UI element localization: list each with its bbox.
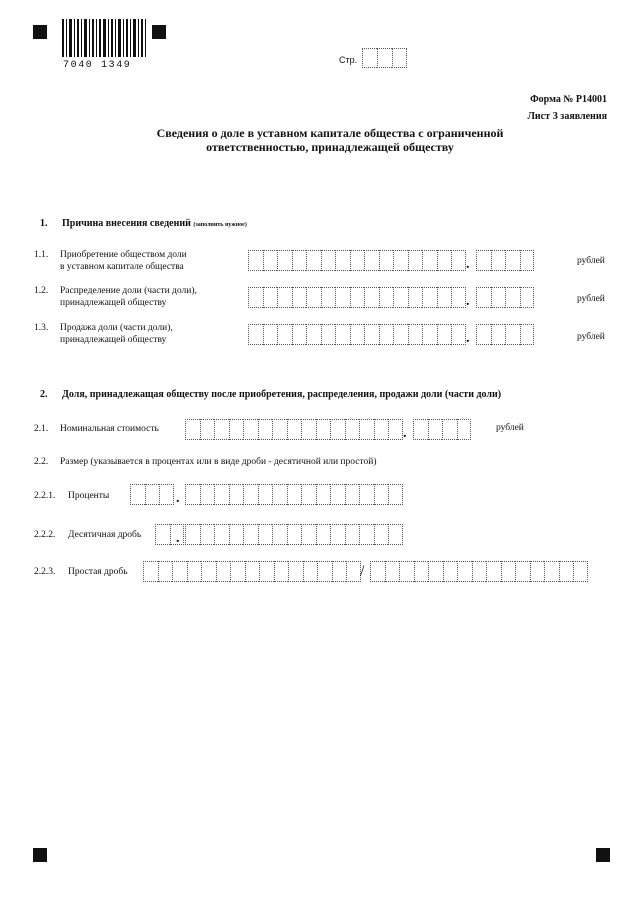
- input-cell[interactable]: [258, 484, 273, 505]
- input-cell[interactable]: [301, 524, 316, 545]
- section-1-number: 1.: [40, 218, 48, 229]
- sheet-label: Лист З заявления: [527, 111, 607, 122]
- input-cell[interactable]: [379, 287, 394, 308]
- input-cell[interactable]: [263, 250, 278, 271]
- input-cell[interactable]: [272, 524, 287, 545]
- input-cell[interactable]: [399, 561, 414, 582]
- input-cell[interactable]: [374, 419, 389, 440]
- barcode-icon: [60, 19, 148, 57]
- input-cell[interactable]: [414, 561, 429, 582]
- input-cell[interactable]: [476, 250, 491, 271]
- row-1-3-rubles-input[interactable]: [248, 324, 466, 345]
- input-cell[interactable]: [335, 250, 350, 271]
- input-cell[interactable]: [258, 524, 273, 545]
- input-cell[interactable]: [248, 324, 263, 345]
- input-cell[interactable]: [259, 561, 274, 582]
- percent-number: 2.2.1.: [34, 491, 56, 501]
- input-cell[interactable]: [408, 250, 423, 271]
- nominal-value-unit: рублей: [496, 423, 524, 433]
- input-cell[interactable]: [214, 484, 229, 505]
- row-1-1-number: 1.1.: [34, 250, 49, 260]
- input-cell[interactable]: [491, 287, 506, 308]
- section-1-title: Причина внесения сведений: [62, 218, 191, 229]
- input-cell[interactable]: [321, 250, 336, 271]
- input-cell[interactable]: [437, 250, 452, 271]
- input-cell[interactable]: [292, 250, 307, 271]
- input-cell[interactable]: [491, 250, 506, 271]
- input-cell[interactable]: [301, 484, 316, 505]
- input-cell[interactable]: [248, 287, 263, 308]
- input-cell[interactable]: [442, 419, 457, 440]
- row-1-3-line-2: принадлежащей обществу: [60, 335, 167, 345]
- input-cell[interactable]: [359, 524, 374, 545]
- input-cell[interactable]: [145, 484, 160, 505]
- page-number-label: Стр.: [339, 55, 358, 65]
- input-cell[interactable]: [428, 561, 443, 582]
- simple-fraction-numerator-input[interactable]: [143, 561, 361, 582]
- input-cell[interactable]: [335, 324, 350, 345]
- input-cell[interactable]: [530, 561, 545, 582]
- input-cell[interactable]: [321, 324, 336, 345]
- input-cell[interactable]: [245, 561, 260, 582]
- input-cell[interactable]: [345, 484, 360, 505]
- input-cell[interactable]: [288, 561, 303, 582]
- input-cell[interactable]: [520, 324, 535, 345]
- corner-marker-bottom-right: [596, 848, 610, 862]
- input-cell[interactable]: [277, 250, 292, 271]
- title-line-2: ответственностью, принадлежащей обществу: [206, 140, 454, 154]
- nominal-value-text: Номинальная стоимость: [60, 424, 159, 434]
- input-cell[interactable]: [287, 524, 302, 545]
- input-cell[interactable]: [230, 561, 245, 582]
- input-cell[interactable]: [388, 524, 403, 545]
- input-cell[interactable]: [472, 561, 487, 582]
- input-cell[interactable]: [185, 484, 200, 505]
- input-cell[interactable]: [345, 419, 360, 440]
- input-cell[interactable]: [422, 287, 437, 308]
- input-cell[interactable]: [229, 524, 244, 545]
- input-cell[interactable]: [374, 524, 389, 545]
- input-cell[interactable]: [292, 324, 307, 345]
- input-cell[interactable]: [201, 561, 216, 582]
- input-cell[interactable]: [301, 419, 316, 440]
- input-cell[interactable]: [505, 324, 520, 345]
- input-cell[interactable]: [559, 561, 574, 582]
- input-cell[interactable]: [385, 561, 400, 582]
- input-cell[interactable]: [350, 287, 365, 308]
- input-cell[interactable]: [316, 524, 331, 545]
- input-cell[interactable]: [155, 524, 170, 545]
- input-cell[interactable]: [143, 561, 158, 582]
- simple-fraction-text: Простая дробь: [68, 567, 128, 577]
- input-cell[interactable]: [457, 419, 472, 440]
- barcode-number: 7040 1349: [63, 60, 132, 71]
- row-1-2-rubles-input[interactable]: [248, 287, 466, 308]
- input-cell[interactable]: [316, 484, 331, 505]
- row-1-2-line-1: Распределение доли (части доли),: [60, 286, 197, 296]
- input-cell[interactable]: [374, 484, 389, 505]
- input-cell[interactable]: [544, 561, 559, 582]
- input-cell[interactable]: [491, 324, 506, 345]
- input-cell[interactable]: [287, 419, 302, 440]
- decimal-point: .: [403, 426, 407, 441]
- input-cell[interactable]: [316, 419, 331, 440]
- input-cell[interactable]: [451, 250, 466, 271]
- share-size-text: Размер (указывается в процентах или в виде дроби - десятичной или простой): [60, 457, 377, 467]
- section-1-note: (заполнить нужное): [193, 222, 247, 228]
- section-2-title: Доля, принадлежащая обществу после приобретения, распределения, продажи доли (части доли): [62, 389, 502, 400]
- row-1-2-kopecks-input[interactable]: [476, 287, 534, 308]
- input-cell[interactable]: [263, 287, 278, 308]
- decimal-point: .: [176, 531, 180, 546]
- input-cell[interactable]: [274, 561, 289, 582]
- input-cell[interactable]: [229, 419, 244, 440]
- decimal-fraction-text: Десятичная дробь: [68, 530, 142, 540]
- input-cell[interactable]: [243, 484, 258, 505]
- input-cell[interactable]: [393, 287, 408, 308]
- row-1-1-line-2: в уставном капитале общества: [60, 262, 184, 272]
- input-cell[interactable]: [370, 561, 385, 582]
- input-cell[interactable]: [476, 324, 491, 345]
- input-cell[interactable]: [379, 324, 394, 345]
- input-cell[interactable]: [515, 561, 530, 582]
- nominal-value-kopecks-input[interactable]: [413, 419, 471, 440]
- input-cell[interactable]: [200, 419, 215, 440]
- input-cell[interactable]: [350, 250, 365, 271]
- input-cell[interactable]: [359, 484, 374, 505]
- input-cell[interactable]: [505, 287, 520, 308]
- input-cell[interactable]: [422, 250, 437, 271]
- input-cell[interactable]: [321, 287, 336, 308]
- share-size-number: 2.2.: [34, 457, 49, 467]
- input-cell[interactable]: [306, 324, 321, 345]
- row-1-3-unit: рублей: [577, 332, 605, 342]
- input-cell[interactable]: [451, 324, 466, 345]
- input-cell[interactable]: [422, 324, 437, 345]
- percent-integer-input[interactable]: [130, 484, 174, 505]
- row-1-1-kopecks-input[interactable]: [476, 250, 534, 271]
- input-cell[interactable]: [345, 524, 360, 545]
- input-cell[interactable]: [200, 484, 215, 505]
- input-cell[interactable]: [248, 250, 263, 271]
- nominal-value-number: 2.1.: [34, 424, 49, 434]
- input-cell[interactable]: [214, 419, 229, 440]
- input-cell[interactable]: [229, 484, 244, 505]
- input-cell[interactable]: [520, 250, 535, 271]
- input-cell[interactable]: [393, 250, 408, 271]
- input-cell[interactable]: [451, 287, 466, 308]
- percent-fraction-input[interactable]: [185, 484, 403, 505]
- decimal-fraction-fraction-input[interactable]: [185, 524, 403, 545]
- row-1-1-line-1: Приобретение обществом доли: [60, 250, 187, 260]
- input-cell[interactable]: [200, 524, 215, 545]
- input-cell[interactable]: [335, 287, 350, 308]
- input-cell[interactable]: [216, 561, 231, 582]
- input-cell[interactable]: [185, 419, 200, 440]
- input-cell[interactable]: [130, 484, 145, 505]
- input-cell[interactable]: [187, 561, 202, 582]
- input-cell[interactable]: [350, 324, 365, 345]
- input-cell[interactable]: [388, 419, 403, 440]
- row-1-2-unit: рублей: [577, 294, 605, 304]
- input-cell[interactable]: [388, 484, 403, 505]
- input-cell[interactable]: [303, 561, 318, 582]
- input-cell[interactable]: [573, 561, 588, 582]
- input-cell[interactable]: [520, 287, 535, 308]
- row-1-3-line-1: Продажа доли (части доли),: [60, 323, 173, 333]
- page-title: [150, 126, 510, 154]
- decimal-point: .: [176, 491, 180, 506]
- input-cell[interactable]: [158, 561, 173, 582]
- input-cell[interactable]: [277, 287, 292, 308]
- input-cell[interactable]: [172, 561, 187, 582]
- input-cell[interactable]: [258, 419, 273, 440]
- input-cell[interactable]: [272, 484, 287, 505]
- input-cell[interactable]: [359, 419, 374, 440]
- decimal-point: .: [466, 257, 470, 272]
- input-cell[interactable]: [330, 419, 345, 440]
- input-cell[interactable]: [364, 287, 379, 308]
- row-1-3-number: 1.3.: [34, 323, 49, 333]
- input-cell[interactable]: [317, 561, 332, 582]
- input-cell[interactable]: [214, 524, 229, 545]
- input-cell[interactable]: [408, 324, 423, 345]
- input-cell[interactable]: [501, 561, 516, 582]
- input-cell[interactable]: [437, 287, 452, 308]
- input-cell[interactable]: [185, 524, 200, 545]
- page-number-boxes[interactable]: [362, 48, 407, 68]
- input-cell[interactable]: [408, 287, 423, 308]
- decimal-point: .: [466, 294, 470, 309]
- row-1-2-line-2: принадлежащей обществу: [60, 298, 167, 308]
- input-cell[interactable]: [159, 484, 174, 505]
- input-cell[interactable]: [428, 419, 443, 440]
- input-cell[interactable]: [457, 561, 472, 582]
- simple-fraction-denominator-input[interactable]: [370, 561, 588, 582]
- input-cell[interactable]: [330, 484, 345, 505]
- input-cell[interactable]: [364, 250, 379, 271]
- decimal-fraction-number: 2.2.2.: [34, 530, 56, 540]
- input-cell[interactable]: [486, 561, 501, 582]
- input-cell[interactable]: [272, 419, 287, 440]
- decimal-fraction-integer-input[interactable]: [155, 524, 184, 545]
- input-cell[interactable]: [364, 324, 379, 345]
- corner-marker-bottom-left: [33, 848, 47, 862]
- input-cell[interactable]: [346, 561, 361, 582]
- input-cell[interactable]: [287, 484, 302, 505]
- fraction-separator: /: [360, 563, 365, 580]
- form-number: Форма № Р14001: [530, 94, 607, 105]
- input-cell[interactable]: [379, 250, 394, 271]
- title-line-1: Сведения о доле в уставном капитале общества с ограниченной: [156, 126, 504, 140]
- percent-text: Проценты: [68, 491, 110, 501]
- row-1-1-unit: рублей: [577, 256, 605, 266]
- row-1-1-rubles-input[interactable]: [248, 250, 466, 271]
- corner-marker-top-right: [152, 25, 166, 39]
- input-cell[interactable]: [393, 324, 408, 345]
- input-cell[interactable]: [330, 524, 345, 545]
- input-cell[interactable]: [476, 287, 491, 308]
- row-1-3-kopecks-input[interactable]: [476, 324, 534, 345]
- input-cell[interactable]: [413, 419, 428, 440]
- decimal-point: .: [466, 331, 470, 346]
- input-cell[interactable]: [443, 561, 458, 582]
- input-cell[interactable]: [263, 324, 278, 345]
- row-1-2-number: 1.2.: [34, 286, 49, 296]
- input-cell[interactable]: [277, 324, 292, 345]
- input-cell[interactable]: [243, 419, 258, 440]
- input-cell[interactable]: [332, 561, 347, 582]
- input-cell[interactable]: [292, 287, 307, 308]
- nominal-value-rubles-input[interactable]: [185, 419, 403, 440]
- simple-fraction-number: 2.2.3.: [34, 567, 56, 577]
- input-cell[interactable]: [505, 250, 520, 271]
- section-2-number: 2.: [40, 389, 48, 400]
- input-cell[interactable]: [306, 250, 321, 271]
- input-cell[interactable]: [243, 524, 258, 545]
- corner-marker-top-left: [33, 25, 47, 39]
- input-cell[interactable]: [437, 324, 452, 345]
- input-cell[interactable]: [306, 287, 321, 308]
